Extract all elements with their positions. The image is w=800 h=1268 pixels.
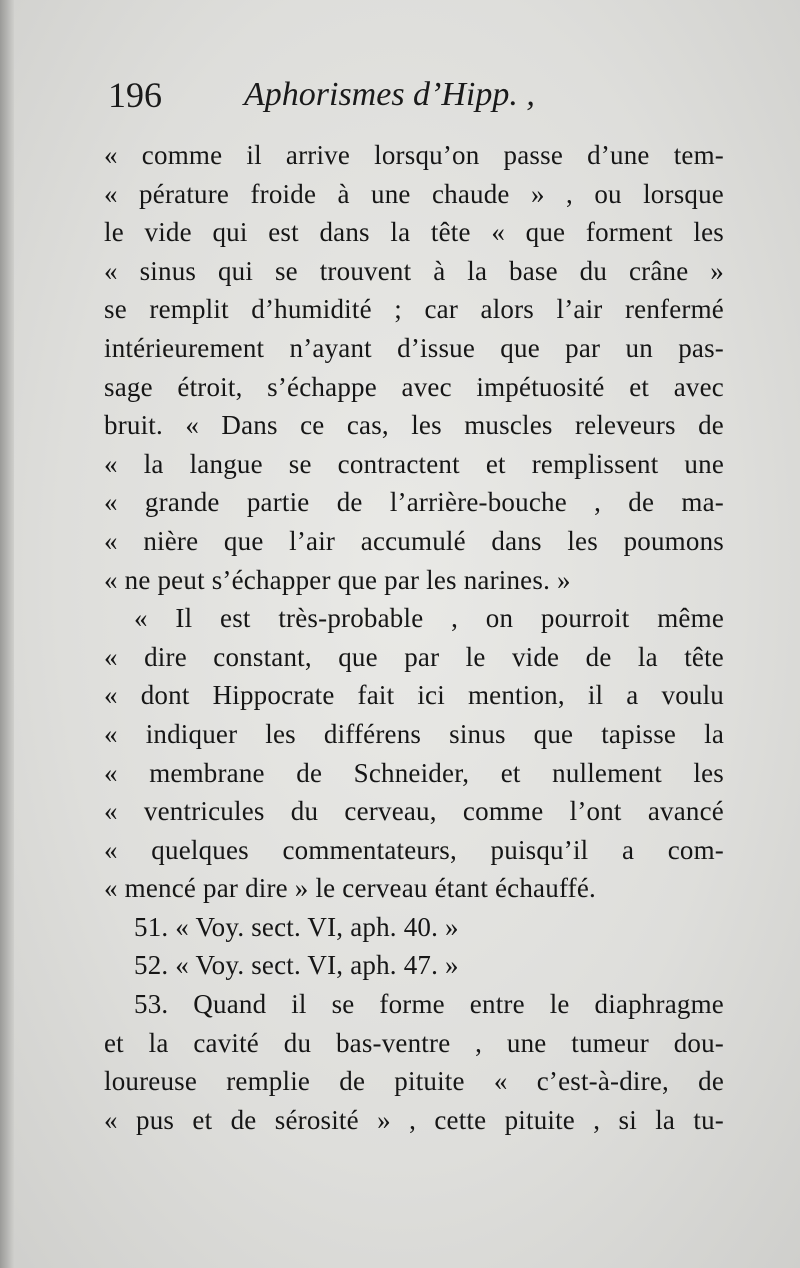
text-line: « ne peut s’échapper que par les narines. »	[104, 564, 571, 595]
text-line: 51. « Voy. sect. VI, aph. 40. »	[134, 911, 459, 942]
text-line: « Il est très-probable , on pourroit même	[134, 603, 724, 634]
text-line: sage étroit, s’échappe avec impétuosité et avec	[104, 371, 724, 402]
text-line: 53. Quand il se forme entre le diaphragme	[134, 989, 724, 1020]
text-line: « ventricules du cerveau, comme l’ont avancé	[104, 796, 724, 827]
text-line: bruit. « Dans ce cas, les muscles releveurs de	[104, 410, 724, 441]
text-line: « comme il arrive lorsqu’on passe d’une tem-	[104, 140, 724, 170]
text-line: loureuse remplie de pituite « c’est-à-dire, de	[104, 1066, 724, 1097]
text-line: « quelques commentateurs, puisqu’il a com-	[104, 834, 724, 865]
page-header	[108, 74, 728, 124]
text-line: se remplit d’humidité ; car alors l’air renfermé	[104, 294, 724, 325]
text-line: le vide qui est dans la tête « que forment les	[104, 217, 724, 248]
text-line: « sinus qui se trouvent à la base du crâne »	[104, 255, 724, 286]
text-line: « la langue se contractent et remplissent une	[104, 448, 724, 479]
text-line: « membrane de Schneider, et nullement les	[104, 757, 724, 788]
text-line: « dire constant, que par le vide de la tête	[104, 641, 724, 672]
text-line: « dont Hippocrate fait ici mention, il a voulu	[104, 680, 724, 711]
text-line: « grande partie de l’arrière-bouche , de ma-	[104, 487, 724, 518]
text-line: « nière que l’air accumulé dans les poumons	[104, 525, 724, 556]
text-line: « pus et de sérosité » , cette pituite , si la tu-	[104, 1104, 724, 1135]
running-head: Aphorismes d’Hipp. ,	[244, 76, 535, 113]
text-line: et la cavité du bas-ventre , une tumeur dou-	[104, 1027, 724, 1058]
text-line: intérieurement n’ayant d’issue que par un pas-	[104, 332, 724, 363]
text-line: « indiquer les différens sinus que tapisse la	[104, 718, 724, 749]
body-text	[104, 136, 724, 1139]
page-number: 196	[108, 75, 162, 115]
page-edge-shadow	[0, 0, 14, 1268]
text-line: « mencé par dire » le cerveau étant échauffé.	[104, 873, 596, 904]
text-line: « pérature froide à une chaude » , ou lorsque	[104, 178, 724, 209]
text-line: 52. « Voy. sect. VI, aph. 47. »	[134, 950, 459, 981]
